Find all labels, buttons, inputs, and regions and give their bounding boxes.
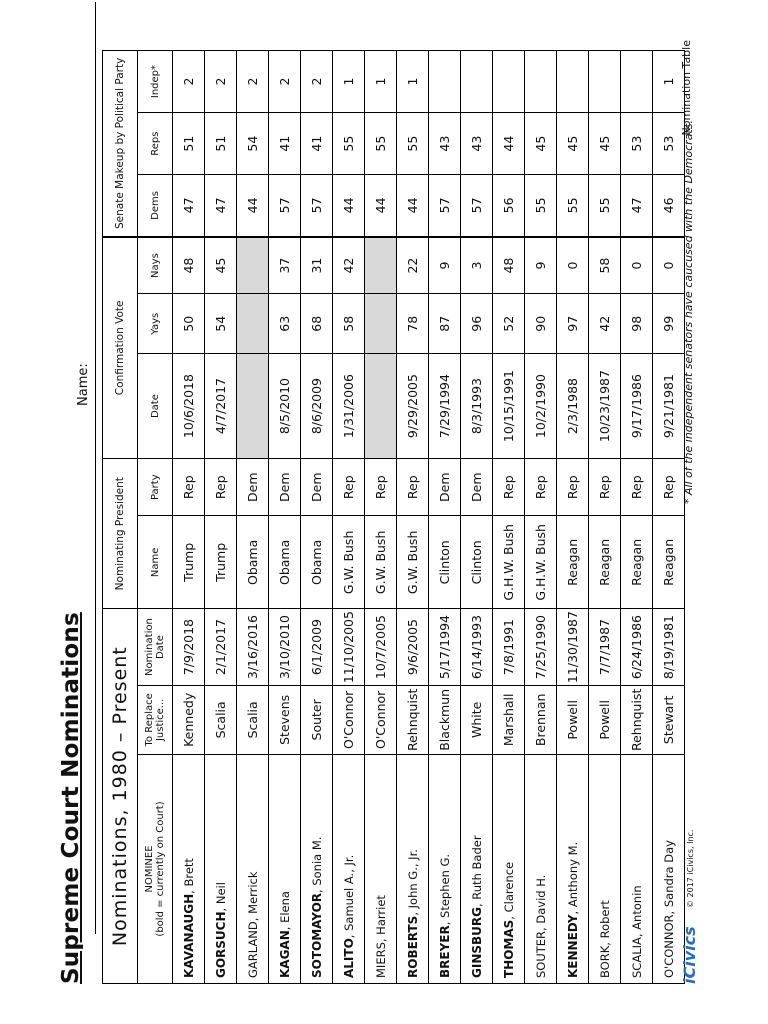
- nominee-cell: [333, 754, 365, 983]
- replace-cell: Kennedy: [173, 685, 205, 754]
- nays-cell: 0: [621, 237, 653, 294]
- nays-cell: 42: [333, 237, 365, 294]
- yays-cell: 63: [269, 294, 301, 354]
- party-cell: Dem: [269, 459, 301, 516]
- nominee-first-name: Elena: [277, 891, 292, 923]
- nomination-date-header: Nomination Date: [138, 609, 173, 685]
- copyright: © 2017 iCivics, Inc.: [686, 829, 695, 908]
- confirmation-date-cell: [365, 354, 397, 459]
- reps-cell: 51: [205, 113, 237, 175]
- president-cell: G.H.W. Bush: [525, 516, 557, 609]
- footer-label: Nomination Table: [680, 40, 693, 136]
- dems-cell: 57: [301, 175, 333, 237]
- reps-cell: 44: [493, 113, 525, 175]
- yays-cell: 50: [173, 294, 205, 354]
- nomination-date-cell: 7/9/2018: [173, 609, 205, 685]
- indep-cell: [621, 51, 653, 113]
- nominee-cell: [237, 754, 269, 983]
- president-cell: Trump: [173, 516, 205, 609]
- nominee-last-name: GARLAND: [245, 921, 260, 978]
- confirmation-date-cell: 9/17/1986: [621, 354, 653, 459]
- name-separator: ,: [469, 899, 484, 908]
- indep-cell: 2: [269, 51, 301, 113]
- confirmation-date-cell: 10/2/1990: [525, 354, 557, 459]
- replace-cell: White: [461, 685, 493, 754]
- nomination-date-cell: 6/1/2009: [301, 609, 333, 685]
- nominee-last-name: SOTOMAYOR: [309, 892, 324, 978]
- nominee-first-name: Sandra Day: [661, 840, 676, 908]
- indep-cell: 1: [365, 51, 397, 113]
- confirmation-date-cell: 1/31/2006: [333, 354, 365, 459]
- president-name-header: Name: [138, 516, 173, 609]
- table-row: [525, 51, 557, 984]
- table-row: [461, 51, 493, 984]
- senate-makeup-header: Senate Makeup by Political Party: [103, 51, 138, 237]
- nominee-last-name: KENNEDY: [565, 914, 580, 978]
- reps-cell: 54: [237, 113, 269, 175]
- party-cell: Rep: [493, 459, 525, 516]
- nomination-date-cell: 7/25/1990: [525, 609, 557, 685]
- president-cell: Obama: [301, 516, 333, 609]
- confirmation-vote-header: Confirmation Vote: [103, 237, 138, 459]
- replace-cell: Marshall: [493, 685, 525, 754]
- party-cell: Rep: [557, 459, 589, 516]
- president-cell: Reagan: [589, 516, 621, 609]
- yays-cell: 42: [589, 294, 621, 354]
- indep-cell: 2: [205, 51, 237, 113]
- president-cell: Obama: [269, 516, 301, 609]
- nominee-last-name: GORSUCH: [213, 911, 228, 978]
- yays-cell: 58: [333, 294, 365, 354]
- nominee-last-name: SCALIA: [629, 937, 644, 978]
- nays-cell: 48: [173, 237, 205, 294]
- name-separator: ,: [277, 922, 292, 931]
- nominee-first-name: Neil: [213, 882, 228, 905]
- nominee-first-name: Anthony M.: [565, 841, 580, 908]
- president-cell: Clinton: [429, 516, 461, 609]
- nomination-date-cell: 3/16/2016: [237, 609, 269, 685]
- nominee-first-name: Antonin: [629, 885, 644, 930]
- reps-cell: 43: [429, 113, 461, 175]
- nays-cell: 58: [589, 237, 621, 294]
- nominee-last-name: BREYER: [437, 925, 452, 978]
- reps-cell: 45: [557, 113, 589, 175]
- nominee-last-name: ALITO: [341, 938, 356, 978]
- confirmation-date-cell: 9/21/1981: [653, 354, 685, 459]
- president-cell: Obama: [237, 516, 269, 609]
- nominee-cell: [557, 754, 589, 983]
- indep-cell: 2: [173, 51, 205, 113]
- confirmation-date-cell: 8/5/2010: [269, 354, 301, 459]
- party-cell: Dem: [429, 459, 461, 516]
- dems-cell: 57: [269, 175, 301, 237]
- name-separator: ,: [181, 886, 196, 894]
- replace-cell: O'Connor: [365, 685, 397, 754]
- name-separator: ,: [565, 907, 580, 915]
- indep-cell: [557, 51, 589, 113]
- reps-cell: 53: [621, 113, 653, 175]
- dems-cell: 47: [173, 175, 205, 237]
- replace-cell: Stewart: [653, 685, 685, 754]
- nominee-first-name: Sonia M.: [309, 836, 324, 886]
- table-row: [429, 51, 461, 984]
- nays-cell: 0: [557, 237, 589, 294]
- nominee-first-name: Robert: [597, 900, 612, 939]
- nominee-first-name: Merrick: [245, 871, 260, 914]
- replace-cell: Scalia: [205, 685, 237, 754]
- nominee-cell: [525, 754, 557, 983]
- nominee-cell: [621, 754, 653, 983]
- party-cell: Dem: [301, 459, 333, 516]
- president-cell: G.W. Bush: [333, 516, 365, 609]
- table-row: [397, 51, 429, 984]
- replace-cell: Powell: [589, 685, 621, 754]
- president-cell: Trump: [205, 516, 237, 609]
- indep-cell: 1: [333, 51, 365, 113]
- nominee-first-name: Brett: [181, 858, 196, 887]
- president-cell: Reagan: [621, 516, 653, 609]
- party-cell: Rep: [365, 459, 397, 516]
- yays-cell: 78: [397, 294, 429, 354]
- nomination-date-cell: 11/10/2005: [333, 609, 365, 685]
- table-row: [621, 51, 653, 984]
- president-cell: G.W. Bush: [397, 516, 429, 609]
- conf-date-header: Date: [138, 354, 173, 459]
- dems-cell: 57: [429, 175, 461, 237]
- nomination-date-cell: 7/8/1991: [493, 609, 525, 685]
- nominee-last-name: ROBERTS: [405, 915, 420, 978]
- replace-cell: Blackmun: [429, 685, 461, 754]
- name-separator: ,: [437, 917, 452, 926]
- president-cell: Reagan: [557, 516, 589, 609]
- dems-header: Dems: [138, 175, 173, 237]
- nays-cell: 45: [205, 237, 237, 294]
- yays-cell: 97: [557, 294, 589, 354]
- name-separator: ,: [213, 904, 228, 912]
- dems-cell: 44: [365, 175, 397, 237]
- nominee-first-name: Clarence: [501, 861, 516, 913]
- confirmation-date-cell: 9/29/2005: [397, 354, 429, 459]
- nominee-first-name: Harriet: [373, 895, 388, 935]
- nomination-date-cell: 9/6/2005: [397, 609, 429, 685]
- yays-cell: 99: [653, 294, 685, 354]
- nominee-first-name: Samuel A., Jr.: [341, 854, 356, 931]
- nays-cell: 0: [653, 237, 685, 294]
- nays-cell: [237, 237, 269, 294]
- nominee-header-note: (bold = currently on Court): [155, 801, 166, 937]
- name-separator: ,: [373, 934, 388, 943]
- name-separator: ,: [629, 929, 644, 938]
- yays-cell: 87: [429, 294, 461, 354]
- yays-cell: 98: [621, 294, 653, 354]
- nomination-date-cell: 10/7/2005: [365, 609, 397, 685]
- indep-cell: [525, 51, 557, 113]
- president-cell: G.H.W. Bush: [493, 516, 525, 609]
- confirmation-date-cell: 8/3/1993: [461, 354, 493, 459]
- table-row: [333, 51, 365, 984]
- name-separator: ,: [245, 913, 260, 922]
- confirmation-date-cell: 4/7/2017: [205, 354, 237, 459]
- nominee-cell: [493, 754, 525, 983]
- name-line: [95, 2, 96, 934]
- indep-cell: [589, 51, 621, 113]
- nomination-date-cell: 5/17/1994: [429, 609, 461, 685]
- dems-cell: 44: [397, 175, 429, 237]
- confirmation-date-cell: 10/23/1987: [589, 354, 621, 459]
- dems-cell: 55: [557, 175, 589, 237]
- table-row: [269, 51, 301, 984]
- nomination-date-cell: 6/24/1986: [621, 609, 653, 685]
- name-separator: ,: [501, 912, 516, 920]
- nominee-cell: [589, 754, 621, 983]
- name-label: Name:: [76, 363, 91, 406]
- dems-cell: 44: [333, 175, 365, 237]
- party-cell: Rep: [173, 459, 205, 516]
- replace-cell: Brennan: [525, 685, 557, 754]
- reps-cell: 41: [269, 113, 301, 175]
- table-row: [589, 51, 621, 984]
- reps-cell: 55: [397, 113, 429, 175]
- nays-cell: 9: [429, 237, 461, 294]
- indep-cell: 1: [397, 51, 429, 113]
- president-cell: Clinton: [461, 516, 493, 609]
- nominee-last-name: SOUTER: [533, 930, 548, 978]
- nominee-cell: [365, 754, 397, 983]
- replace-cell: Souter: [301, 685, 333, 754]
- confirmation-date-cell: 7/29/1994: [429, 354, 461, 459]
- nays-cell: 9: [525, 237, 557, 294]
- party-cell: Dem: [237, 459, 269, 516]
- dems-cell: 55: [525, 175, 557, 237]
- table-title: Nominations, 1980 – Present: [103, 609, 138, 984]
- name-separator: ,: [533, 923, 548, 931]
- reps-cell: 45: [525, 113, 557, 175]
- reps-cell: 53: [653, 113, 685, 175]
- nominee-cell: [205, 754, 237, 983]
- reps-cell: 55: [365, 113, 397, 175]
- nominee-cell: [269, 754, 301, 983]
- yays-cell: 52: [493, 294, 525, 354]
- nays-header: Nays: [138, 237, 173, 294]
- nomination-date-cell: 11/30/1987: [557, 609, 589, 685]
- nominee-last-name: BORK: [597, 945, 612, 978]
- table-row: [365, 51, 397, 984]
- party-cell: Rep: [397, 459, 429, 516]
- yays-cell: 68: [301, 294, 333, 354]
- nominee-cell: [461, 754, 493, 983]
- party-cell: Rep: [205, 459, 237, 516]
- nays-cell: 48: [493, 237, 525, 294]
- confirmation-date-cell: [237, 354, 269, 459]
- name-separator: ,: [309, 885, 324, 893]
- dems-cell: 46: [653, 175, 685, 237]
- table-row: [237, 51, 269, 984]
- yays-cell: 54: [205, 294, 237, 354]
- name-separator: ,: [405, 908, 420, 916]
- party-cell: Rep: [525, 459, 557, 516]
- president-cell: Reagan: [653, 516, 685, 609]
- nominee-cell: [429, 754, 461, 983]
- confirmation-date-cell: 2/3/1988: [557, 354, 589, 459]
- nominee-last-name: MIERS: [373, 942, 388, 978]
- party-header: Party: [138, 459, 173, 516]
- nominee-last-name: KAGAN: [277, 930, 292, 978]
- replace-cell: Powell: [557, 685, 589, 754]
- nays-cell: 37: [269, 237, 301, 294]
- nomination-date-cell: 6/14/1993: [461, 609, 493, 685]
- reps-cell: 55: [333, 113, 365, 175]
- nominee-header: [138, 754, 173, 983]
- reps-header: Reps: [138, 113, 173, 175]
- nominee-cell: [301, 754, 333, 983]
- indep-cell: 1: [653, 51, 685, 113]
- dems-cell: 47: [205, 175, 237, 237]
- reps-cell: 51: [173, 113, 205, 175]
- footnote: * All of the independent senators have caucused with the Democrats.: [682, 120, 695, 504]
- nominee-cell: [173, 754, 205, 983]
- nominee-last-name: THOMAS: [501, 919, 516, 978]
- page-title: Supreme Court Nominations: [58, 612, 84, 984]
- icivics-logo: iCivics: [680, 926, 699, 984]
- replace-cell: Stevens: [269, 685, 301, 754]
- party-cell: Rep: [589, 459, 621, 516]
- indep-header: Indep*: [138, 51, 173, 113]
- nomination-date-cell: 8/19/1981: [653, 609, 685, 685]
- to-replace-header: To Replace Justice...: [138, 685, 173, 754]
- nays-cell: 3: [461, 237, 493, 294]
- indep-cell: 2: [301, 51, 333, 113]
- nominee-header-label: NOMINEE: [144, 845, 155, 893]
- replace-cell: O'Connor: [333, 685, 365, 754]
- nominations-body: [173, 51, 685, 984]
- replace-cell: Scalia: [237, 685, 269, 754]
- party-cell: Dem: [461, 459, 493, 516]
- nominee-last-name: O'CONNOR: [661, 914, 676, 978]
- nomination-date-cell: 3/10/2010: [269, 609, 301, 685]
- indep-cell: [461, 51, 493, 113]
- yays-cell: [237, 294, 269, 354]
- yays-cell: [365, 294, 397, 354]
- party-cell: Rep: [333, 459, 365, 516]
- nays-cell: [365, 237, 397, 294]
- indep-cell: [493, 51, 525, 113]
- dems-cell: 55: [589, 175, 621, 237]
- nominee-first-name: Stephen G.: [437, 853, 452, 918]
- nominating-president-header: Nominating President: [103, 459, 138, 609]
- name-separator: ,: [597, 938, 612, 946]
- nominee-first-name: John G., Jr.: [405, 849, 420, 909]
- party-cell: Rep: [653, 459, 685, 516]
- dems-cell: 44: [237, 175, 269, 237]
- indep-cell: [429, 51, 461, 113]
- table-row: [653, 51, 685, 984]
- nominee-first-name: Ruth Bader: [469, 835, 484, 900]
- table-row: [173, 51, 205, 984]
- nomination-date-cell: 2/1/2017: [205, 609, 237, 685]
- yays-header: Yays: [138, 294, 173, 354]
- nays-cell: 22: [397, 237, 429, 294]
- table-row: [301, 51, 333, 984]
- replace-cell: Rehnquist: [621, 685, 653, 754]
- president-cell: G.W. Bush: [365, 516, 397, 609]
- table-row: [557, 51, 589, 984]
- nays-cell: 31: [301, 237, 333, 294]
- nominations-table: [102, 50, 685, 984]
- nominee-cell: [397, 754, 429, 983]
- confirmation-date-cell: 8/6/2009: [301, 354, 333, 459]
- yays-cell: 96: [461, 294, 493, 354]
- dems-cell: 56: [493, 175, 525, 237]
- party-cell: Rep: [621, 459, 653, 516]
- table-row: [493, 51, 525, 984]
- nominee-last-name: GINSBURG: [469, 907, 484, 978]
- confirmation-date-cell: 10/15/1991: [493, 354, 525, 459]
- nominee-first-name: David H.: [533, 874, 548, 924]
- confirmation-date-cell: 10/6/2018: [173, 354, 205, 459]
- reps-cell: 45: [589, 113, 621, 175]
- nomination-date-cell: 7/7/1987: [589, 609, 621, 685]
- reps-cell: 43: [461, 113, 493, 175]
- indep-cell: 2: [237, 51, 269, 113]
- name-separator: ,: [341, 930, 356, 939]
- dems-cell: 47: [621, 175, 653, 237]
- replace-cell: Rehnquist: [397, 685, 429, 754]
- reps-cell: 41: [301, 113, 333, 175]
- name-separator: ,: [661, 907, 676, 915]
- dems-cell: 57: [461, 175, 493, 237]
- yays-cell: 90: [525, 294, 557, 354]
- nominee-last-name: KAVANAUGH: [181, 893, 196, 978]
- table-row: [205, 51, 237, 984]
